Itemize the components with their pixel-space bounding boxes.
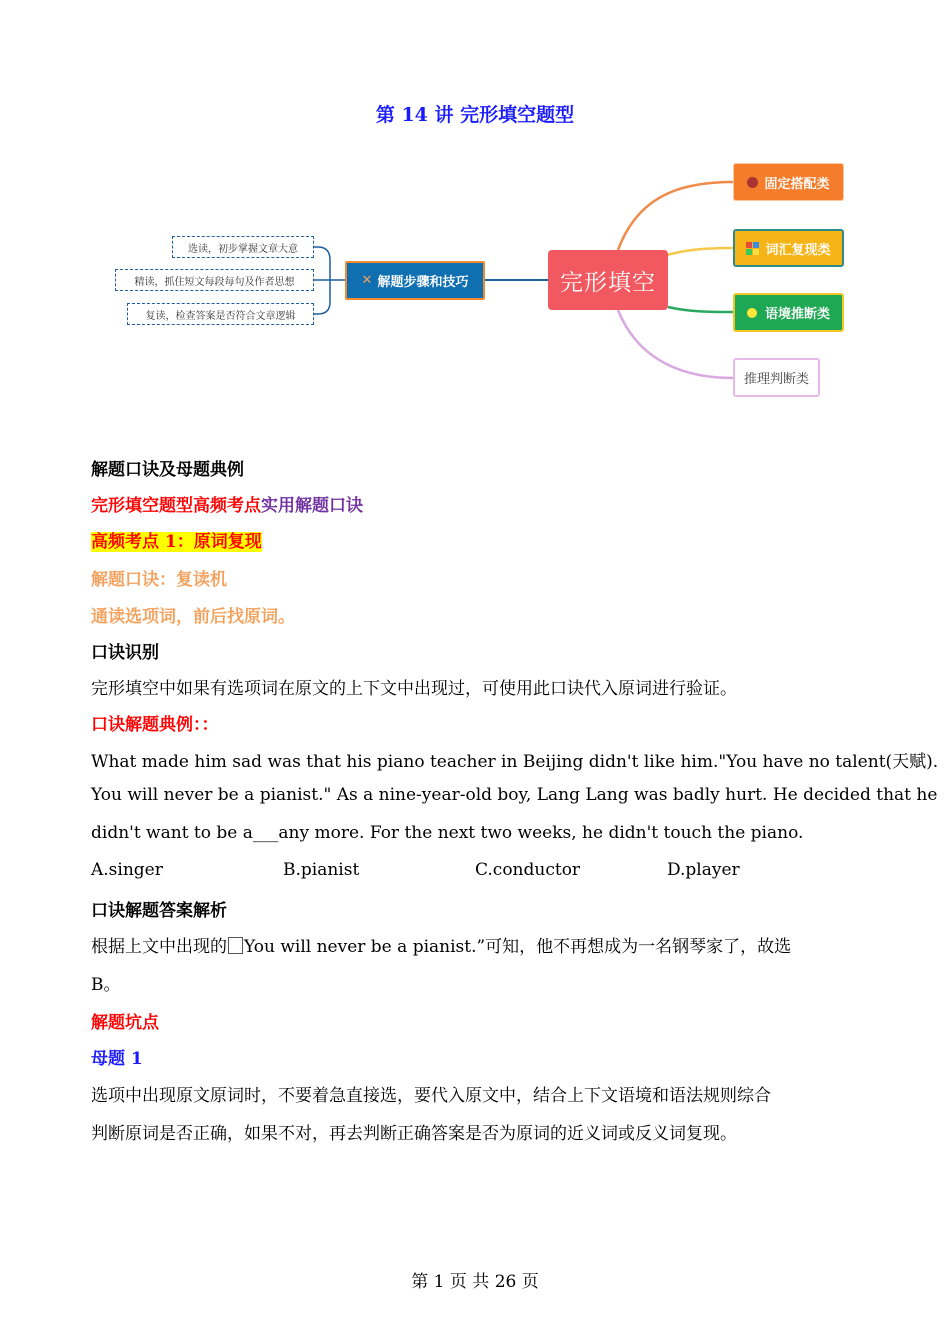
cross-tools-icon: ✕ [361, 273, 373, 288]
option-b: B.pianist [283, 860, 360, 880]
steps-label: 解题步骤和技巧 [377, 275, 469, 290]
point1-highlight: 高频考点 1：原词复现 [91, 532, 262, 552]
passage-line-2: You will never be a pianist." As a nine-year-old boy, Lang Lang was badly hurt. He decided that he [91, 785, 938, 805]
page-footer: 第 1 页 共 26 页 [411, 1272, 539, 1292]
analysis-heading: 口诀解题答案解析 [91, 901, 227, 921]
analysis-line-2: B。 [91, 975, 121, 995]
mind-map-leaf-intensive: 精读，抓住短文每段每句及作者思想 [115, 269, 314, 291]
mind-map-leaf-skim: 选读，初步掌握文章大意 [172, 236, 314, 258]
blocks-icon [746, 242, 759, 255]
option-d: D.player [667, 860, 740, 880]
mind-map-fixed-collocation-node [733, 163, 844, 201]
context-label: 语境推断类 [764, 307, 830, 322]
subheading [91, 491, 363, 516]
analysis-part-1: 根据上文中出现的 [91, 937, 227, 957]
bulb-icon [747, 308, 757, 318]
mind-map-leaf-review: 复读，检查答案是否符合文章逻辑 [127, 303, 314, 325]
mother-text-line-1: 选项中出现原文原词时，不要着急直接选，要代入原文中，结合上下文语境和语法规则综合 [91, 1086, 771, 1106]
missing-glyph-box [228, 937, 243, 954]
subheading-purple: 实用解题口诀 [261, 496, 363, 516]
formula-title: 解题口诀：复读机 [91, 570, 227, 590]
mother-heading: 母题 1 [91, 1049, 143, 1069]
fixed-label: 固定搭配类 [764, 176, 830, 192]
option-a: A.singer [91, 860, 163, 880]
vocab-label: 词汇复现类 [765, 242, 831, 258]
recognize-text: 完形填空中如果有选项词在原文的上下文中出现过，可使用此口诀代入原词进行验证。 [91, 679, 737, 699]
ball-icon [747, 177, 758, 188]
pitfall-heading: 解题坑点 [91, 1013, 159, 1033]
recognize-heading: 口诀识别 [91, 643, 159, 663]
mind-map-reasoning-node: 推理判断类 [733, 358, 820, 397]
mind-map [0, 150, 950, 410]
mind-map-center-node: 完形填空 [548, 250, 668, 310]
passage-line-3: didn't want to be a___any more. For the next two weeks, he didn't touch the piano. [91, 823, 804, 843]
mother-text-line-2: 判断原词是否正确，如果不对，再去判断正确答案是否为原词的近义词或反义词复现。 [91, 1124, 737, 1144]
section-heading: 解题口诀及母题典例 [91, 460, 244, 480]
formula-text: 通读选项词，前后找原词。 [91, 607, 295, 627]
subheading-red: 完形填空题型高频考点 [91, 496, 261, 516]
high-frequency-point [91, 527, 262, 552]
analysis-part-2: You will never be a pianist.”可知，他不再想成为一名钢琴家了，故选 [244, 937, 792, 957]
mind-map-vocab-recurrence-node [733, 229, 844, 267]
option-c: C.conductor [475, 860, 581, 880]
mind-map-context-inference-node [733, 293, 844, 332]
passage-line-1: What made him sad was that his piano teacher in Beijing didn't like him."You have no talent(天赋). [91, 752, 939, 772]
example-heading: 口诀解题典例：： [91, 715, 219, 735]
analysis-line-1 [91, 932, 791, 957]
mind-map-steps-node [345, 261, 485, 300]
page-title: 第 14 讲 完形填空题型 [375, 104, 575, 126]
